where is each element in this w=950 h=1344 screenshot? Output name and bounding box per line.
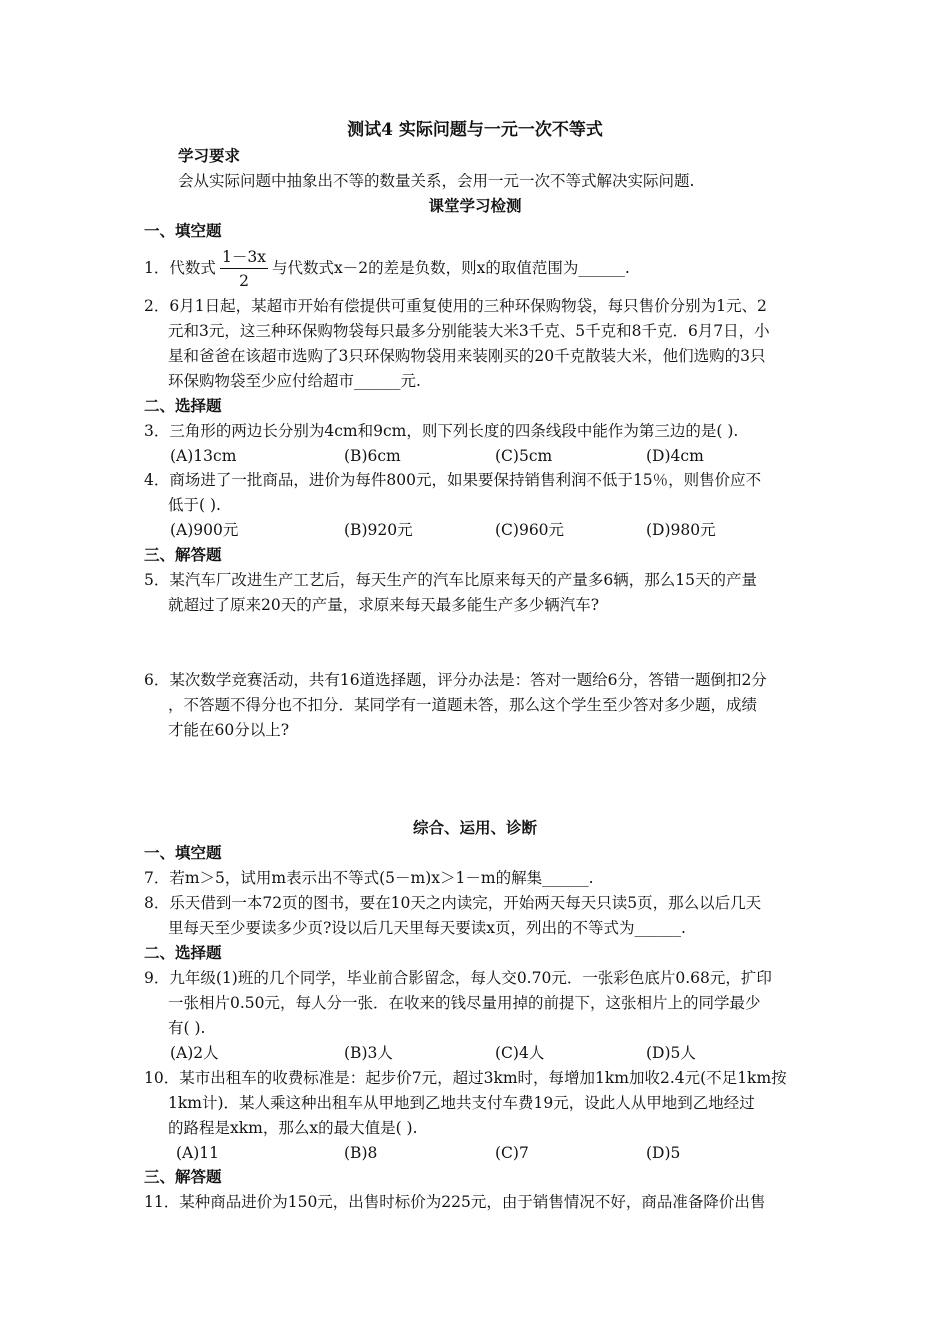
question-6-line-3: 才能在60分以上? [168,721,290,739]
question-8-line-1: 8．乐天借到一本72页的图书，要在10天之内读完，开始两天每天只读5页，那么以后几天 [144,894,762,912]
fraction-numerator: 1－3x [220,248,268,269]
page-title: 测试4 实际问题与一元一次不等式 [347,120,603,140]
question-9-option-b: (B)3人 [344,1044,393,1062]
question-11-line-1: 11．某种商品进价为150元，出售时标价为225元，由于销售情况不好，商品准备降价出售 [144,1193,766,1211]
question-10-option-a: (A)11 [176,1144,220,1162]
question-2-line-4: 环保购物袋至少应付给超市______元. [168,372,421,390]
question-4-line-2: 低于( ). [168,496,221,514]
question-9-option-a: (A)2人 [170,1044,219,1062]
section-heading-choice: 二、选择题 [144,396,222,415]
question-3-option-a: (A)13cm [170,447,237,465]
question-1-suffix: 与代数式x－2的差是负数，则x的取值范围为______. [272,259,630,277]
question-4-option-a: (A)900元 [170,521,239,539]
section-heading-fill: 一、填空题 [144,221,222,240]
question-9-line-1: 9．九年级(1)班的几个同学，毕业前合影留念，每人交0.70元．一张彩色底片0.68元，扩印 [144,969,772,987]
question-9-option-d: (D)5人 [646,1044,696,1062]
question-2-line-1: 2．6月1日起，某超市开始有偿提供可重复使用的三种环保购物袋，每只售价分别为1元、2 [144,297,767,315]
section-title-comprehensive: 综合、运用、诊断 [412,818,537,837]
question-4-option-b: (B)920元 [344,521,413,539]
question-3-option-b: (B)6cm [344,447,401,465]
question-9-option-c: (C)4人 [495,1044,545,1062]
question-3-line-1: 3．三角形的两边长分别为4cm和9cm，则下列长度的四条线段中能作为第三边的是( ). [144,422,739,440]
question-1-fraction [220,248,268,290]
question-3-option-c: (C)5cm [495,447,553,465]
question-4-option-d: (D)980元 [646,521,716,539]
question-5-line-1: 5．某汽车厂改进生产工艺后，每天生产的汽车比原来每天的产量多6辆，那么15天的产量 [144,571,757,589]
section-heading-solve-2: 三、解答题 [144,1167,222,1186]
question-2-line-2: 元和3元，这三种环保购物袋每只最多分别能装大米3千克、5千克和8千克．6月7日，小 [168,322,770,340]
question-6-line-1: 6．某次数学竞赛活动，共有16道选择题，评分办法是：答对一题给6分，答错一题倒扣2分 [144,671,767,689]
question-10-line-3: 的路程是xkm，那么x的最大值是( ). [168,1119,418,1137]
question-10-option-d: (D)5 [646,1144,681,1162]
section-title-classroom: 课堂学习检测 [428,196,522,215]
question-4-option-c: (C)960元 [495,521,565,539]
question-10-option-c: (C)7 [495,1144,529,1162]
question-9-line-3: 有( ). [168,1019,206,1037]
section-heading-fill-2: 一、填空题 [144,843,222,862]
fraction-denominator: 2 [239,272,249,290]
question-6-line-2: ，不答题不得分也不扣分．某同学有一道题未答，那么这个学生至少答对多少题，成绩 [168,696,758,714]
requirements-text: 会从实际问题中抽象出不等的数量关系，会用一元一次不等式解决实际问题. [178,172,695,190]
question-10-line-2: 1km计)．某人乘这种出租车从甲地到乙地共支付车费19元，设此人从甲地到乙地经过 [168,1094,755,1112]
question-3-option-d: (D)4cm [646,447,704,465]
question-2-line-3: 星和爸爸在该超市选购了3只环保购物袋用来装刚买的20千克散装大米，他们选购的3只 [168,347,766,365]
section-heading-solve: 三、解答题 [144,545,222,564]
requirements-label: 学习要求 [178,146,241,165]
question-8-line-2: 里每天至少要读多少页?设以后几天里每天要读x页，列出的不等式为______. [168,919,686,937]
question-7-line-1: 7．若m＞5，试用m表示出不等式(5－m)x＞1－m的解集______. [144,869,594,887]
question-4-line-1: 4．商场进了一批商品，进价为每件800元，如果要保持销售利润不低于15％，则售价应不 [144,471,762,489]
question-10-option-b: (B)8 [344,1144,378,1162]
question-9-line-2: 一张相片0.50元，每人分一张．在收来的钱尽量用掉的前提下，这张相片上的同学最少 [168,994,761,1012]
question-1-prefix: 1．代数式 [144,259,216,277]
question-5-line-2: 就超过了原来20天的产量，求原来每天最多能生产多少辆汽车? [168,596,600,614]
section-heading-choice-2: 二、选择题 [144,943,222,962]
question-10-line-1: 10．某市出租车的收费标准是：起步价7元，超过3km时，每增加1km加收2.4元(不足1km按 [144,1069,787,1087]
